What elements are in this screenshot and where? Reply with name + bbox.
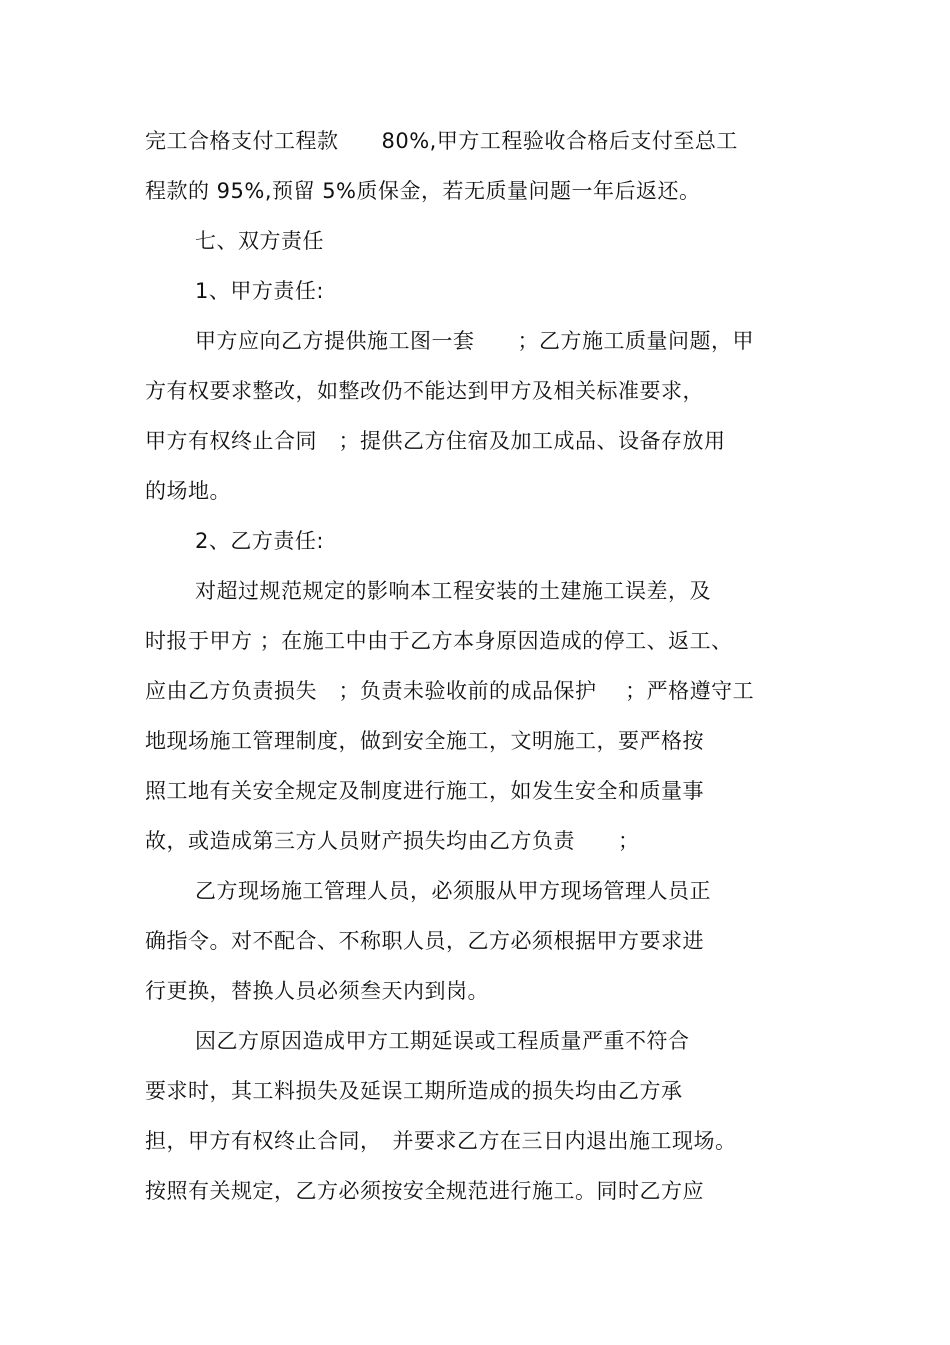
text-line: 应由乙方负责损失 ；负责未验收前的成品保护 ；严格遵守工 — [145, 679, 755, 703]
subsection-heading: 2、乙方责任: — [195, 529, 324, 553]
text-line: 按照有关规定，乙方必须按安全规范进行施工。同时乙方应 — [145, 1179, 704, 1203]
text-line: 完工合格支付工程款 80%,甲方工程验收合格后支付至总工 — [145, 129, 738, 153]
section-heading: 七、双方责任 — [195, 229, 324, 253]
text-line: 故，或造成第三方人员财产损失均由乙方负责 ； — [145, 829, 640, 853]
text-line: 方有权要求整改，如整改仍不能达到甲方及相关标准要求， — [145, 379, 704, 403]
text-line: 担，甲方有权终止合同， 并要求乙方在三日内退出施工现场。 — [145, 1129, 737, 1153]
text-line: 照工地有关安全规定及制度进行施工，如发生安全和质量事 — [145, 779, 704, 803]
text-line: 对超过规范规定的影响本工程安装的土建施工误差，及 — [195, 579, 711, 603]
text-line: 甲方应向乙方提供施工图一套 ；乙方施工质量问题，甲 — [195, 329, 754, 353]
text-line: 程款的 95%,预留 5%质保金，若无质量问题一年后返还。 — [145, 179, 701, 203]
text-line: 行更换，替换人员必须叁天内到岗。 — [145, 979, 489, 1003]
text-line: 甲方有权终止合同 ；提供乙方住宿及加工成品、设备存放用 — [145, 429, 726, 453]
subsection-heading: 1、甲方责任: — [195, 279, 324, 303]
text-line: 因乙方原因造成甲方工期延误或工程质量严重不符合 — [195, 1029, 690, 1053]
text-line: 的场地。 — [145, 479, 231, 503]
text-line: 确指令。对不配合、不称职人员，乙方必须根据甲方要求进 — [145, 929, 704, 953]
text-line: 时报于甲方 ；在施工中由于乙方本身原因造成的停工、返工、 — [145, 629, 733, 653]
text-line: 地现场施工管理制度，做到安全施工，文明施工，要严格按 — [145, 729, 704, 753]
text-line: 乙方现场施工管理人员，必须服从甲方现场管理人员正 — [195, 879, 711, 903]
text-line: 要求时，其工料损失及延误工期所造成的损失均由乙方承 — [145, 1079, 683, 1103]
